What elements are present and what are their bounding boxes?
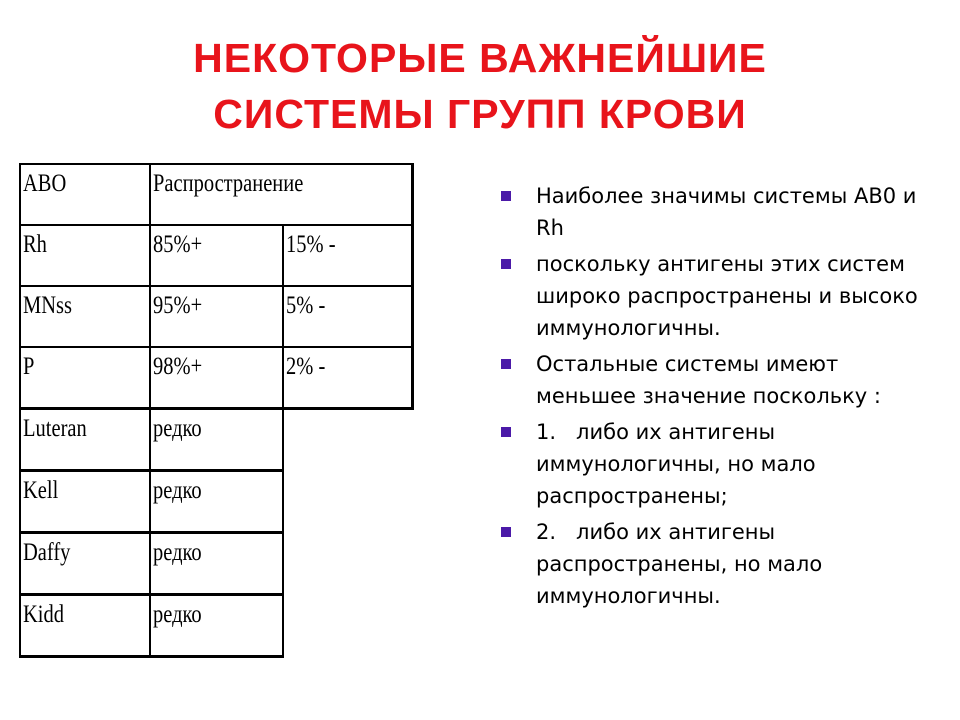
list-item: поскольку антигены этих систем широко распространены и высоко иммунологичны. bbox=[496, 248, 936, 344]
slide-title-line-1: НЕКОТОРЫЕ ВАЖНЕЙШИЕ bbox=[193, 35, 767, 81]
list-item: Остальные системы имеют меньшее значение поскольку : bbox=[496, 348, 936, 412]
table-row bbox=[20, 347, 413, 409]
table-row bbox=[20, 409, 413, 471]
table-header-row bbox=[20, 164, 413, 225]
table-cell-system: Rh bbox=[20, 225, 150, 286]
list-item: Наиболее значимы системы АВ0 и Rh bbox=[496, 180, 936, 244]
square-bullet-icon bbox=[501, 359, 511, 369]
table-cell-system: P bbox=[20, 347, 150, 409]
table-cell-positive: 85%+ bbox=[150, 225, 283, 286]
blood-group-table bbox=[19, 163, 414, 658]
table-cell-value: редко bbox=[150, 409, 283, 471]
square-bullet-icon bbox=[501, 527, 511, 537]
list-item: 2. либо их антигены распространены, но мало иммунологичны. bbox=[496, 516, 936, 612]
table-cell-positive: 98%+ bbox=[150, 347, 283, 409]
table-cell-system: Daffy bbox=[20, 533, 150, 595]
table-cell-positive: 95%+ bbox=[150, 286, 283, 347]
table-cell-value: редко bbox=[150, 595, 283, 657]
table-cell-negative: 5% - bbox=[283, 286, 413, 347]
table-cell-empty bbox=[283, 471, 413, 533]
square-bullet-icon bbox=[501, 259, 511, 269]
table-cell-system: Kell bbox=[20, 471, 150, 533]
bullet-list bbox=[496, 180, 936, 616]
table-cell-system: ABO bbox=[20, 164, 150, 225]
table-row bbox=[20, 286, 413, 347]
table-cell-empty bbox=[283, 533, 413, 595]
slide-title-line-2: СИСТЕМЫ ГРУПП КРОВИ bbox=[213, 91, 747, 137]
table-row bbox=[20, 471, 413, 533]
table-cell-system: Luteran bbox=[20, 409, 150, 471]
table-cell-empty bbox=[283, 409, 413, 471]
table-row bbox=[20, 533, 413, 595]
square-bullet-icon bbox=[501, 191, 511, 201]
list-item: 1. либо их антигены иммунологичны, но мало распространены; bbox=[496, 416, 936, 512]
table-cell-value: редко bbox=[150, 471, 283, 533]
table-cell-system: Kidd bbox=[20, 595, 150, 657]
table-row bbox=[20, 595, 413, 657]
slide-title bbox=[0, 30, 960, 142]
table-cell-empty bbox=[283, 595, 413, 657]
table-cell-value: редко bbox=[150, 533, 283, 595]
table-row bbox=[20, 225, 413, 286]
table-cell-negative: 2% - bbox=[283, 347, 413, 409]
table-cell-system: MNss bbox=[20, 286, 150, 347]
table-cell-header-label: Распространение bbox=[150, 164, 413, 225]
table-cell-negative: 15% - bbox=[283, 225, 413, 286]
square-bullet-icon bbox=[501, 427, 511, 437]
